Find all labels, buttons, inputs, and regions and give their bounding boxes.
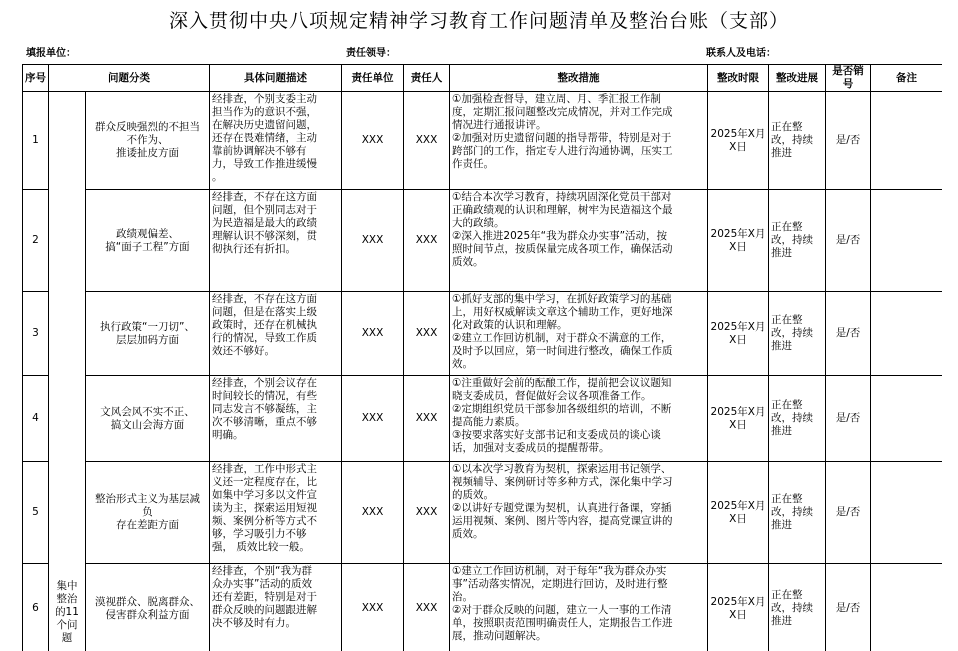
rectification-measures-line: ①建立工作回访机制，对于每年“我为群众办实 [452, 565, 667, 577]
rectification-progress-line: 推进 [771, 615, 792, 627]
problem-category-line: 搞文山会海方面 [110, 418, 185, 431]
rectification-deadline-line: 2025年X月 [710, 499, 766, 512]
rectification-progress-line: 改，持续 [771, 134, 813, 146]
problem-ledger-table [22, 64, 942, 651]
problem-description-line: 经排查，不存在这方面 [212, 191, 317, 203]
contact-label: 联系人及电话： [706, 48, 776, 59]
closed-status: 是/否 [826, 190, 871, 292]
page-title: 深入贯彻中央八项规定精神学习教育工作问题清单及整治台账（支部） [168, 10, 789, 32]
rectification-measures-line: ②加强对历史遗留问题的指导帮带，特别是对于 [452, 132, 672, 144]
ledger-table-frame [22, 64, 942, 651]
rectification-deadline [708, 564, 769, 651]
row-number: 5 [23, 462, 49, 564]
problem-category-line: 群众反映强烈的不担当 [95, 121, 200, 133]
rectification-measures-line: ①抓好支部的集中学习，在抓好政策学习的基础 [452, 293, 672, 305]
rectification-deadline-line: X日 [729, 240, 747, 253]
problem-category [86, 190, 210, 292]
problem-description-line: 经排查，个别支委主动 [212, 93, 317, 105]
rectification-progress-line: 正在整 [771, 314, 803, 326]
rectification-measures-line: ①加强检查督导，建立周、月、季汇报工作制 [452, 93, 661, 105]
problem-description-line: 效还不够好。 [212, 345, 275, 357]
rectification-progress-line: 推进 [771, 247, 792, 259]
problem-description-line: 行的情况，导致工作质 [212, 332, 317, 344]
rectification-measures-line: ①结合本次学习教育，持续巩固深化党员干部对 [452, 191, 672, 203]
problem-description-line: 读为主，探索运用短视 [212, 502, 317, 514]
problem-category-line: 政绩观偏差、 [116, 227, 179, 240]
problem-description-line: 在解决历史遗留问题， [212, 119, 317, 131]
note-cell [871, 564, 943, 651]
rectification-deadline-line: X日 [729, 333, 747, 346]
rectification-deadline [708, 190, 769, 292]
problem-description-line: 时间较长的情况，有些 [212, 390, 317, 402]
closed-status: 是/否 [826, 376, 871, 462]
rectification-progress [769, 376, 826, 462]
row-number: 1 [23, 92, 49, 190]
problem-description [210, 190, 342, 292]
col-header-deadline: 整改时限 [708, 65, 769, 92]
rectification-measures-line: 运用视频、案例、图片等内容，提高党课宣讲的 [452, 515, 673, 527]
responsible-person: XXX [404, 376, 450, 462]
rectification-measures-line: 正确政绩观的认识和理解，树牢为民造福这个最 [452, 204, 673, 216]
rectification-measures-line: ③按要求落实好支部书记和支委成员的谈心谈 [452, 429, 661, 441]
col-header-progress: 整改进展 [769, 65, 826, 92]
rectification-deadline [708, 376, 769, 462]
problem-description [210, 376, 342, 462]
row-number: 6 [23, 564, 49, 651]
responsible-unit: XXX [342, 92, 404, 190]
rectification-measures-line: 晓支委成员，督促做好会议各项准备工作。 [452, 390, 652, 402]
header-row [23, 65, 943, 92]
problem-category-line: 不作为、 [126, 134, 169, 146]
rectification-measures-line: 照时间节点，按质保量完成各项工作，确保活动 [452, 243, 673, 255]
rectification-measures-line: 化对政策的认识和理解。 [452, 319, 568, 331]
rectification-deadline-line: 2025年X月 [710, 405, 766, 418]
problem-description-line: 经排查，不存在这方面 [212, 293, 317, 305]
note-cell [871, 376, 943, 462]
problem-description-line: 彻执行还有折扣。 [212, 243, 296, 255]
problem-description-line: 义还一定程度存在，比 [212, 476, 317, 488]
problem-description-line: 政策时，还存在机械执 [212, 319, 317, 331]
rectification-measures-line: 提高能力素质。 [452, 416, 526, 428]
rectification-measures [450, 462, 708, 564]
problem-description-line: 经排查，个别“我为群 [212, 565, 312, 577]
problem-description-line: 理解认识不够深刻，贯 [212, 230, 317, 242]
problem-category-line: 文风会风不实不正、 [100, 405, 195, 418]
rectification-measures [450, 190, 708, 292]
rectification-progress [769, 190, 826, 292]
problem-description-line: 频、案例分析等方式不 [212, 515, 317, 527]
responsible-person: XXX [404, 292, 450, 376]
rectification-progress [769, 92, 826, 190]
responsible-unit: XXX [342, 190, 404, 292]
rectification-progress-line: 正在整 [771, 399, 803, 411]
table-row [23, 92, 943, 190]
row-number: 3 [23, 292, 49, 376]
rectification-measures-line: ①注重做好会前的酝酿工作，提前把会议议题知 [452, 377, 672, 389]
problem-description-line: 强， 质效比较一般。 [212, 541, 310, 553]
rectification-progress-line: 改，持续 [771, 506, 813, 518]
closed-status: 是/否 [826, 92, 871, 190]
rectification-measures-line: 效。 [452, 358, 473, 370]
col-header-category: 问题分类 [49, 65, 210, 92]
rectification-measures-line: ②对于群众反映的问题，建立一人一事的工作清 [452, 604, 672, 616]
problem-category-line: 整治形式主义为基层减 [95, 493, 200, 505]
col-header-person: 责任人 [404, 65, 450, 92]
rectification-measures [450, 92, 708, 190]
problem-description-line: 经排查，个别会议存在 [212, 377, 317, 389]
problem-category [86, 292, 210, 376]
rectification-progress-line: 改，持续 [771, 234, 813, 246]
problem-description-line: 如集中学习多以文件宣 [212, 489, 317, 501]
problem-category-line: 负 [142, 506, 153, 518]
rectification-measures-line: ②深入推进2025年“我为群众办实事”活动，按 [452, 230, 668, 242]
responsible-person: XXX [404, 564, 450, 651]
rectification-measures-line: 质效。 [452, 256, 484, 268]
problem-category-line: 层层加码方面 [116, 333, 179, 346]
rectification-measures-line: 事”活动落实情况，定期进行回访，及时进行整 [452, 578, 668, 590]
group-label [49, 92, 86, 651]
problem-category-line: 搞“面子工程”方面 [105, 240, 190, 253]
fill-unit-label: 填报单位： [26, 48, 76, 59]
rectification-measures [450, 292, 708, 376]
rectification-deadline-line: 2025年X月 [710, 595, 766, 608]
closed-status: 是/否 [826, 564, 871, 651]
rectification-deadline-line: X日 [729, 418, 747, 431]
rectification-measures-line: ②定期组织党员干部参加各级组织的培训，不断 [452, 403, 672, 415]
group-label-line: 整治 [56, 593, 78, 605]
col-header-note: 备注 [871, 65, 943, 92]
rectification-progress [769, 292, 826, 376]
leader-label: 责任领导： [346, 48, 396, 59]
rectification-measures-line: 治。 [452, 591, 473, 603]
rectification-progress-line: 正在整 [771, 589, 803, 601]
rectification-measures-line: 大的政绩。 [452, 217, 505, 229]
problem-description [210, 462, 342, 564]
problem-description-line: 同志发言不够凝练，主 [212, 403, 317, 415]
rectification-progress-line: 推进 [771, 425, 792, 437]
problem-description-line: 问题，但个别同志对于 [212, 204, 317, 216]
group-label-line: 题 [61, 632, 73, 644]
problem-category [86, 564, 210, 651]
rectification-measures-line: 视频辅导、案例研讨等多种方式，深化集中学习 [452, 476, 673, 488]
rectification-deadline-line: X日 [729, 608, 747, 621]
table-row [23, 564, 943, 651]
rectification-progress-line: 改，持续 [771, 602, 813, 614]
rectification-measures-line: 展，推动问题解决。 [452, 630, 547, 642]
problem-description-line: 还有差距，特别是对于 [212, 591, 317, 603]
rectification-progress-line: 推进 [771, 340, 792, 352]
rectification-progress [769, 462, 826, 564]
table-row [23, 292, 943, 376]
col-header-closed: 是否销号 [826, 65, 871, 92]
rectification-measures [450, 564, 708, 651]
rectification-measures-line: 话，加强对支委成员的提醒帮带。 [452, 442, 610, 454]
rectification-deadline [708, 92, 769, 190]
rectification-deadline [708, 462, 769, 564]
rectification-progress-line: 正在整 [771, 493, 803, 505]
problem-description-line: 问题，但是在落实上级 [212, 306, 317, 318]
table-row [23, 376, 943, 462]
col-header-measures: 整改措施 [450, 65, 708, 92]
rectification-measures-line: 度，定期汇报问题整改完成情况，并对工作完成 [452, 106, 673, 118]
problem-description-line: 够，学习吸引力不够 [212, 528, 307, 540]
rectification-deadline-line: 2025年X月 [710, 227, 766, 240]
problem-category-line: 执行政策“一刀切”、 [100, 320, 195, 333]
rectification-progress-line: 改，持续 [771, 327, 813, 339]
responsible-unit: XXX [342, 376, 404, 462]
rectification-deadline-line: X日 [729, 512, 747, 525]
rectification-progress-line: 推进 [771, 147, 792, 159]
rectification-deadline-line: 2025年X月 [710, 320, 766, 333]
note-cell [871, 462, 943, 564]
rectification-deadline-line: 2025年X月 [710, 127, 766, 140]
closed-status: 是/否 [826, 462, 871, 564]
group-label-line: 个问 [56, 619, 78, 631]
col-header-desc: 具体问题描述 [210, 65, 342, 92]
responsible-unit: XXX [342, 564, 404, 651]
problem-description-line: 担当作为的意识不强， [212, 106, 317, 118]
rectification-deadline-line: X日 [729, 140, 747, 153]
rectification-deadline [708, 292, 769, 376]
table-row [23, 462, 943, 564]
rectification-measures-line: ②以讲好专题党课为契机，认真进行备课，穿插 [452, 502, 672, 514]
rectification-measures-line: 情况进行通报讲评。 [452, 119, 547, 131]
rectification-measures-line: ②建立工作回访机制，对于群众不满意的工作， [452, 332, 672, 344]
rectification-progress [769, 564, 826, 651]
responsible-person: XXX [404, 92, 450, 190]
problem-description [210, 564, 342, 651]
problem-description [210, 292, 342, 376]
problem-category-line: 漠视群众、脱离群众、 [95, 595, 200, 608]
problem-category [86, 376, 210, 462]
rectification-measures-line: 作责任。 [452, 158, 494, 170]
rectification-measures-line: 跨部门的工作，指定专人进行沟通协调，压实工 [452, 145, 673, 157]
problem-description-line: 为民造福是最大的政绩 [212, 217, 317, 229]
problem-description-line: 靠前协调解决不够有 [212, 145, 307, 157]
problem-description-line: 众办实事”活动的质效 [212, 578, 312, 590]
note-cell [871, 190, 943, 292]
row-number: 4 [23, 376, 49, 462]
problem-description-line: 经排查，工作中形式主 [212, 463, 317, 475]
problem-description [210, 92, 342, 190]
problem-category-line: 推诿扯皮方面 [116, 147, 179, 159]
note-cell [871, 92, 943, 190]
rectification-progress-line: 推进 [771, 519, 792, 531]
table-row [23, 190, 943, 292]
rectification-progress-line: 改，持续 [771, 412, 813, 424]
problem-description-line: 明确。 [212, 429, 244, 441]
rectification-progress-line: 正在整 [771, 221, 803, 233]
responsible-person: XXX [404, 190, 450, 292]
problem-category-line: 存在差距方面 [116, 519, 179, 531]
problem-description-line: 次不够清晰，重点不够 [212, 416, 317, 428]
rectification-measures-line: 单，按照职责范围明确责任人，定期报告工作进 [452, 617, 673, 629]
responsible-unit: XXX [342, 462, 404, 564]
group-label-line: 的11 [55, 606, 79, 618]
problem-category [86, 92, 210, 190]
responsible-unit: XXX [342, 292, 404, 376]
rectification-progress-line: 正在整 [771, 121, 803, 133]
rectification-measures-line: 的质效。 [452, 489, 494, 501]
row-number: 2 [23, 190, 49, 292]
rectification-measures-line: ①以本次学习教育为契机，探索运用书记领学、 [452, 463, 672, 475]
problem-category-line: 侵害群众利益方面 [105, 608, 190, 621]
group-label-line: 集中 [56, 580, 78, 592]
rectification-measures-line: 质效。 [452, 528, 484, 540]
col-header-no: 序号 [23, 65, 49, 92]
closed-status: 是/否 [826, 292, 871, 376]
problem-description-line: 还存在畏难情绪，主动 [212, 132, 317, 144]
rectification-measures-line: 上，用好权威解读文章这个辅助工作，更好地深 [452, 306, 673, 318]
problem-description-line: 。 [212, 171, 223, 183]
note-cell [871, 292, 943, 376]
problem-category [86, 462, 210, 564]
problem-description-line: 力，导致工作推进缓慢 [212, 158, 317, 170]
col-header-unit: 责任单位 [342, 65, 404, 92]
rectification-measures-line: 及时予以回应，第一时间进行整改，确保工作质 [452, 345, 673, 357]
responsible-person: XXX [404, 462, 450, 564]
problem-description-line: 群众反映的问题跟进解 [212, 604, 317, 616]
rectification-measures [450, 376, 708, 462]
problem-description-line: 决不够及时有力。 [212, 617, 296, 629]
